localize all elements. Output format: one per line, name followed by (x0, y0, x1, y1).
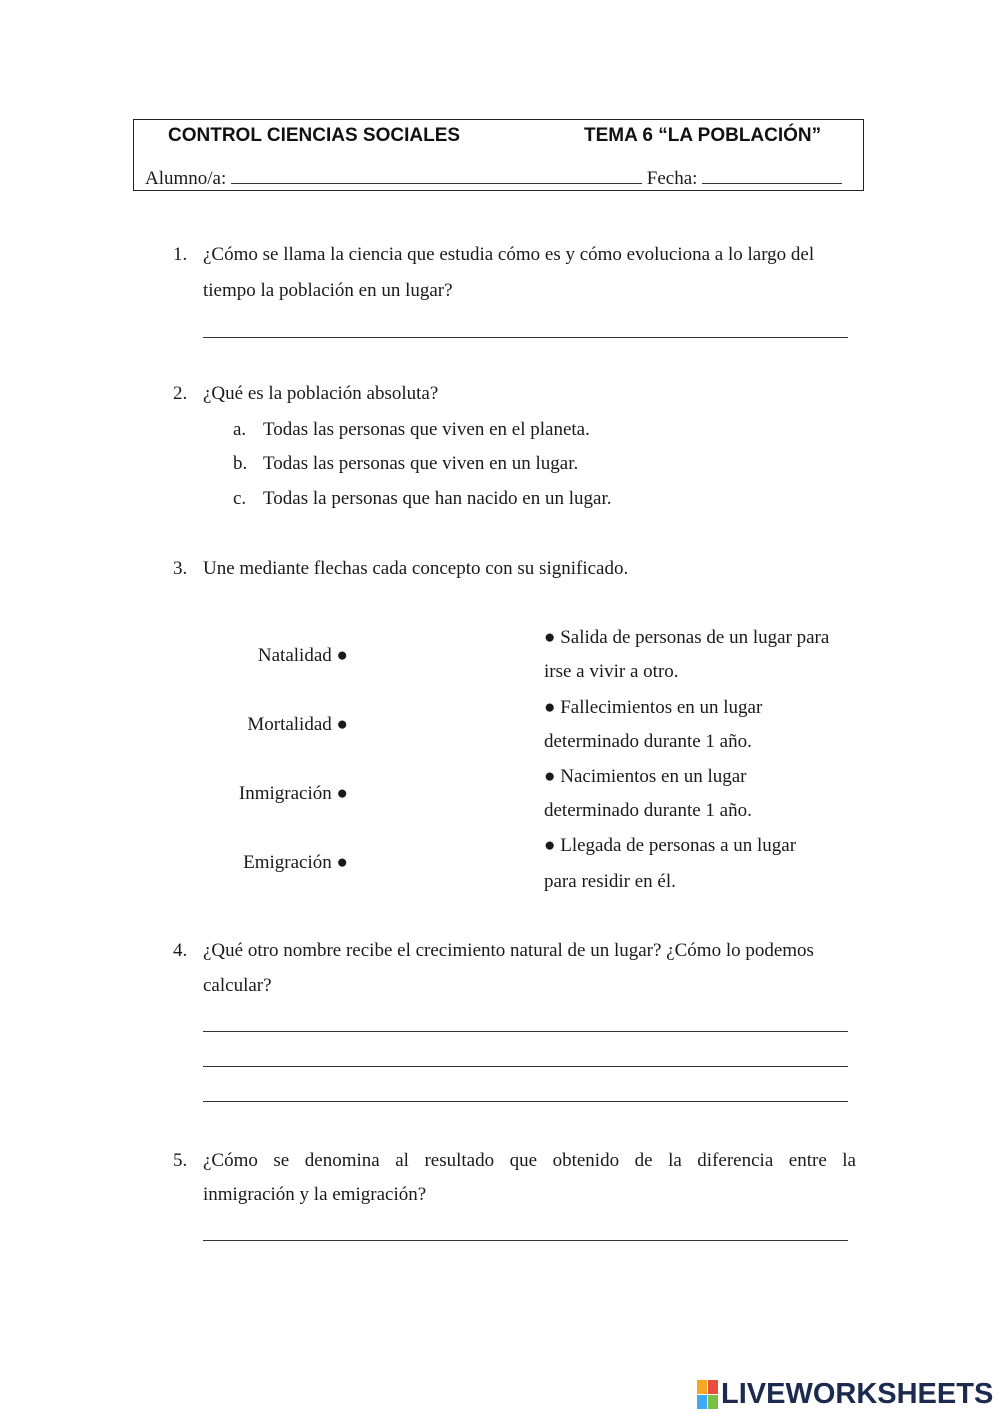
meaning-2-line2: determinado durante 1 año. (544, 731, 752, 752)
logo-text: LIVEWORKSHEETS (721, 1377, 994, 1410)
question-3-number: 3. (173, 558, 188, 579)
option-letter: c. (233, 488, 247, 509)
option-letter: b. (233, 453, 248, 474)
question-3-text: Une mediante flechas cada concepto con su significado. (203, 558, 629, 579)
concept-inmigracion[interactable]: Inmigración ● (238, 783, 348, 804)
date-label: Fecha: (646, 168, 698, 189)
question-5-number: 5. (173, 1150, 188, 1171)
student-date-line (145, 166, 842, 190)
question-2-number: 2. (173, 383, 188, 404)
question-1-answer-line[interactable] (203, 337, 848, 338)
question-4-answer-line-1[interactable] (203, 1031, 848, 1032)
question-1-text-line1: ¿Cómo se llama la ciencia que estudia cómo es y cómo evoluciona a lo largo del (203, 244, 815, 265)
meaning-4-line1[interactable]: ● Llegada de personas a un lugar (544, 835, 797, 856)
meaning-1-line2: irse a vivir a otro. (544, 661, 679, 682)
question-4-text-line1: ¿Qué otro nombre recibe el crecimiento natural de un lugar? ¿Cómo lo podemos (203, 940, 814, 961)
date-field[interactable] (702, 166, 842, 184)
question-2-text: ¿Qué es la población absoluta? (203, 383, 439, 404)
header-box (133, 119, 864, 191)
question-4-answer-line-2[interactable] (203, 1066, 848, 1067)
question-1-text-line2: tiempo la población en un lugar? (203, 280, 453, 301)
logo-mark-icon (697, 1380, 718, 1409)
question-5-answer-line[interactable] (203, 1240, 848, 1241)
question-5-text-line1: ¿Cómo se denomina al resultado que obtenido de la diferencia entre la (203, 1150, 856, 1171)
option-text: Todas la personas que han nacido en un lugar. (263, 488, 612, 509)
meaning-2-line1[interactable]: ● Fallecimientos en un lugar (544, 697, 763, 718)
student-label: Alumno/a: (145, 168, 227, 189)
question-4-number: 4. (173, 940, 188, 961)
question-1-number: 1. (173, 244, 188, 265)
option-text: Todas las personas que viven en el planeta. (263, 419, 590, 440)
option-text: Todas las personas que viven en un lugar. (263, 453, 579, 474)
topic-title: TEMA 6 “LA POBLACIÓN” (584, 125, 822, 146)
concept-emigracion[interactable]: Emigración ● (243, 852, 348, 873)
worksheet-title: CONTROL CIENCIAS SOCIALES (168, 125, 461, 146)
meaning-4-line2: para residir en él. (544, 871, 676, 892)
logo-square (697, 1380, 707, 1394)
meaning-1-line1[interactable]: ● Salida de personas de un lugar para (544, 627, 830, 648)
option-letter: a. (233, 419, 247, 440)
question-5-text-line2: inmigración y la emigración? (203, 1184, 427, 1205)
student-name-field[interactable] (231, 166, 642, 184)
logo-square (708, 1395, 718, 1409)
question-4-text-line2: calcular? (203, 975, 272, 996)
question-4-answer-line-3[interactable] (203, 1101, 848, 1102)
concept-mortalidad[interactable]: Mortalidad ● (247, 714, 348, 735)
liveworksheets-logo[interactable] (697, 1378, 993, 1410)
logo-square (697, 1395, 707, 1409)
meaning-3-line1[interactable]: ● Nacimientos en un lugar (544, 766, 747, 787)
logo-square (708, 1380, 718, 1394)
meaning-3-line2: determinado durante 1 año. (544, 800, 752, 821)
concept-natalidad[interactable]: Natalidad ● (257, 645, 348, 666)
